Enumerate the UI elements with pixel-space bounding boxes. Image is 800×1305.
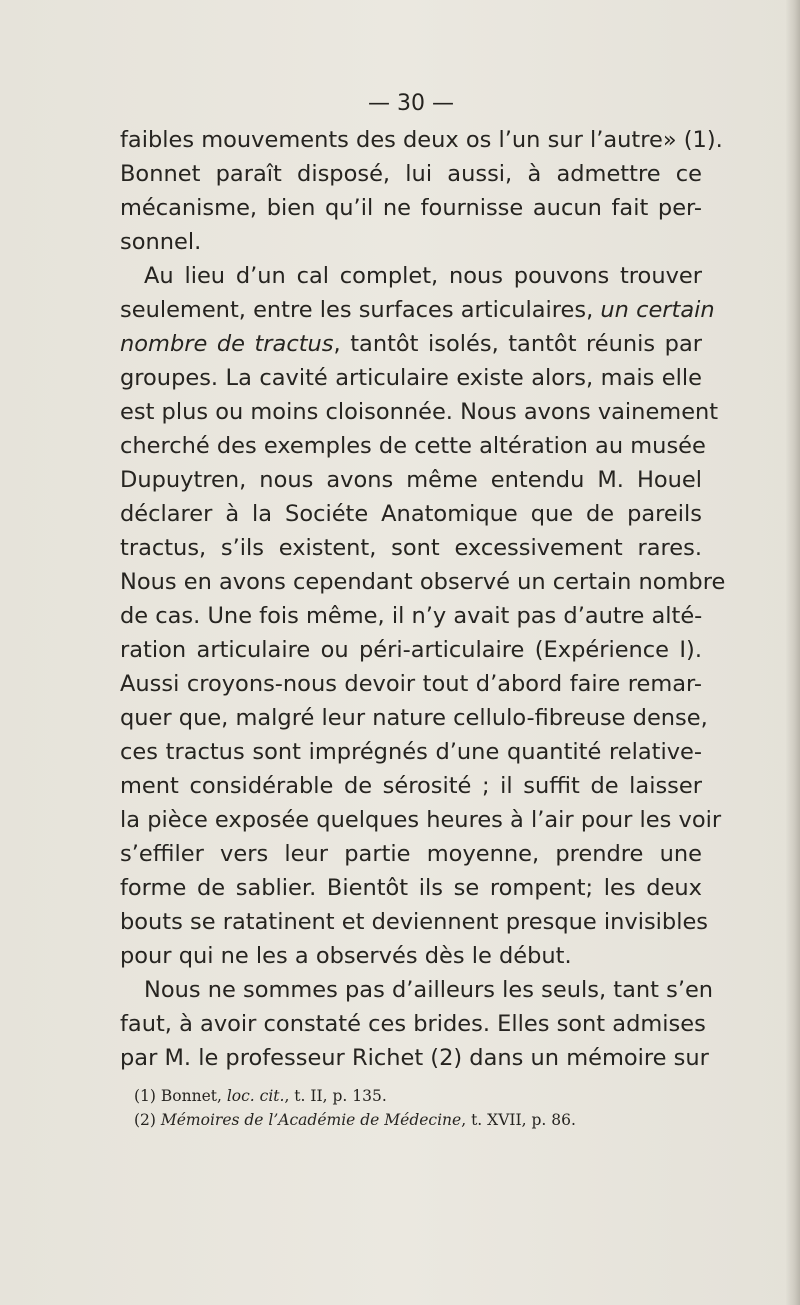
text-line: groupes. La cavité articulaire existe alors, mais elle: [120, 365, 702, 391]
text-line: déclarer à la Sociéte Anatomique que de pareils: [120, 501, 702, 527]
text-line: est plus ou moins cloisonnée. Nous avons vainement: [120, 399, 719, 425]
text-line: ces tractus sont imprégnés d’une quantité relative-: [120, 739, 702, 765]
text-line: cherché des exemples de cette altération au musée: [120, 433, 706, 459]
text-line: forme de sablier. Bientôt ils se rompent; les deux: [120, 875, 702, 901]
footnote: (2) Mémoires de l’Académie de Médecine, t. XVII, p. 86.: [134, 1111, 576, 1129]
text-line: Nous en avons cependant observé un certain nombre: [120, 569, 726, 595]
text-line: Dupuytren, nous avons même entendu M. Houel: [120, 467, 702, 493]
text-line: faibles mouvements des deux os l’un sur l’autre» (1).: [120, 127, 723, 153]
text-line: s’effiler vers leur partie moyenne, prendre une: [120, 841, 702, 867]
text-line: Nous ne sommes pas d’ailleurs les seuls, tant s’en: [144, 977, 714, 1003]
text-line: ration articulaire ou péri-articulaire (Expérience I).: [120, 637, 702, 663]
text-line: faut, à avoir constaté ces brides. Elles sont admises: [120, 1011, 706, 1037]
text-line: la pièce exposée quelques heures à l’air pour les voir: [120, 807, 722, 833]
text-line: ment considérable de sérosité ; il suffit de laisser: [120, 773, 702, 799]
text-line: seulement, entre les surfaces articulaires, un certain: [120, 297, 715, 323]
text-line: Bonnet paraît disposé, lui aussi, à admettre ce: [120, 161, 702, 187]
text-line: nombre de tractus, tantôt isolés, tantôt réunis par: [120, 331, 702, 357]
footnote: (1) Bonnet, loc. cit., t. II, p. 135.: [134, 1087, 387, 1105]
text-line: Aussi croyons-nous devoir tout d’abord faire remar-: [120, 671, 702, 697]
text-line: Au lieu d’un cal complet, nous pouvons trouver: [144, 263, 702, 289]
text-line: mécanisme, bien qu’il ne fournisse aucun fait per-: [120, 195, 702, 221]
page-number: — 30 —: [368, 91, 454, 116]
text-line: sonnel.: [120, 229, 202, 255]
text-line: pour qui ne les a observés dès le début.: [120, 943, 572, 969]
text-line: bouts se ratatinent et deviennent presque invisibles: [120, 909, 709, 935]
page-edge-shadow: [786, 0, 800, 1305]
text-line: tractus, s’ils existent, sont excessivement rares.: [120, 535, 702, 561]
text-line: par M. le professeur Richet (2) dans un mémoire sur: [120, 1045, 709, 1071]
text-line: de cas. Une fois même, il n’y avait pas d’autre alté-: [120, 603, 703, 629]
text-line: quer que, malgré leur nature cellulo-fibreuse dense,: [120, 705, 708, 731]
